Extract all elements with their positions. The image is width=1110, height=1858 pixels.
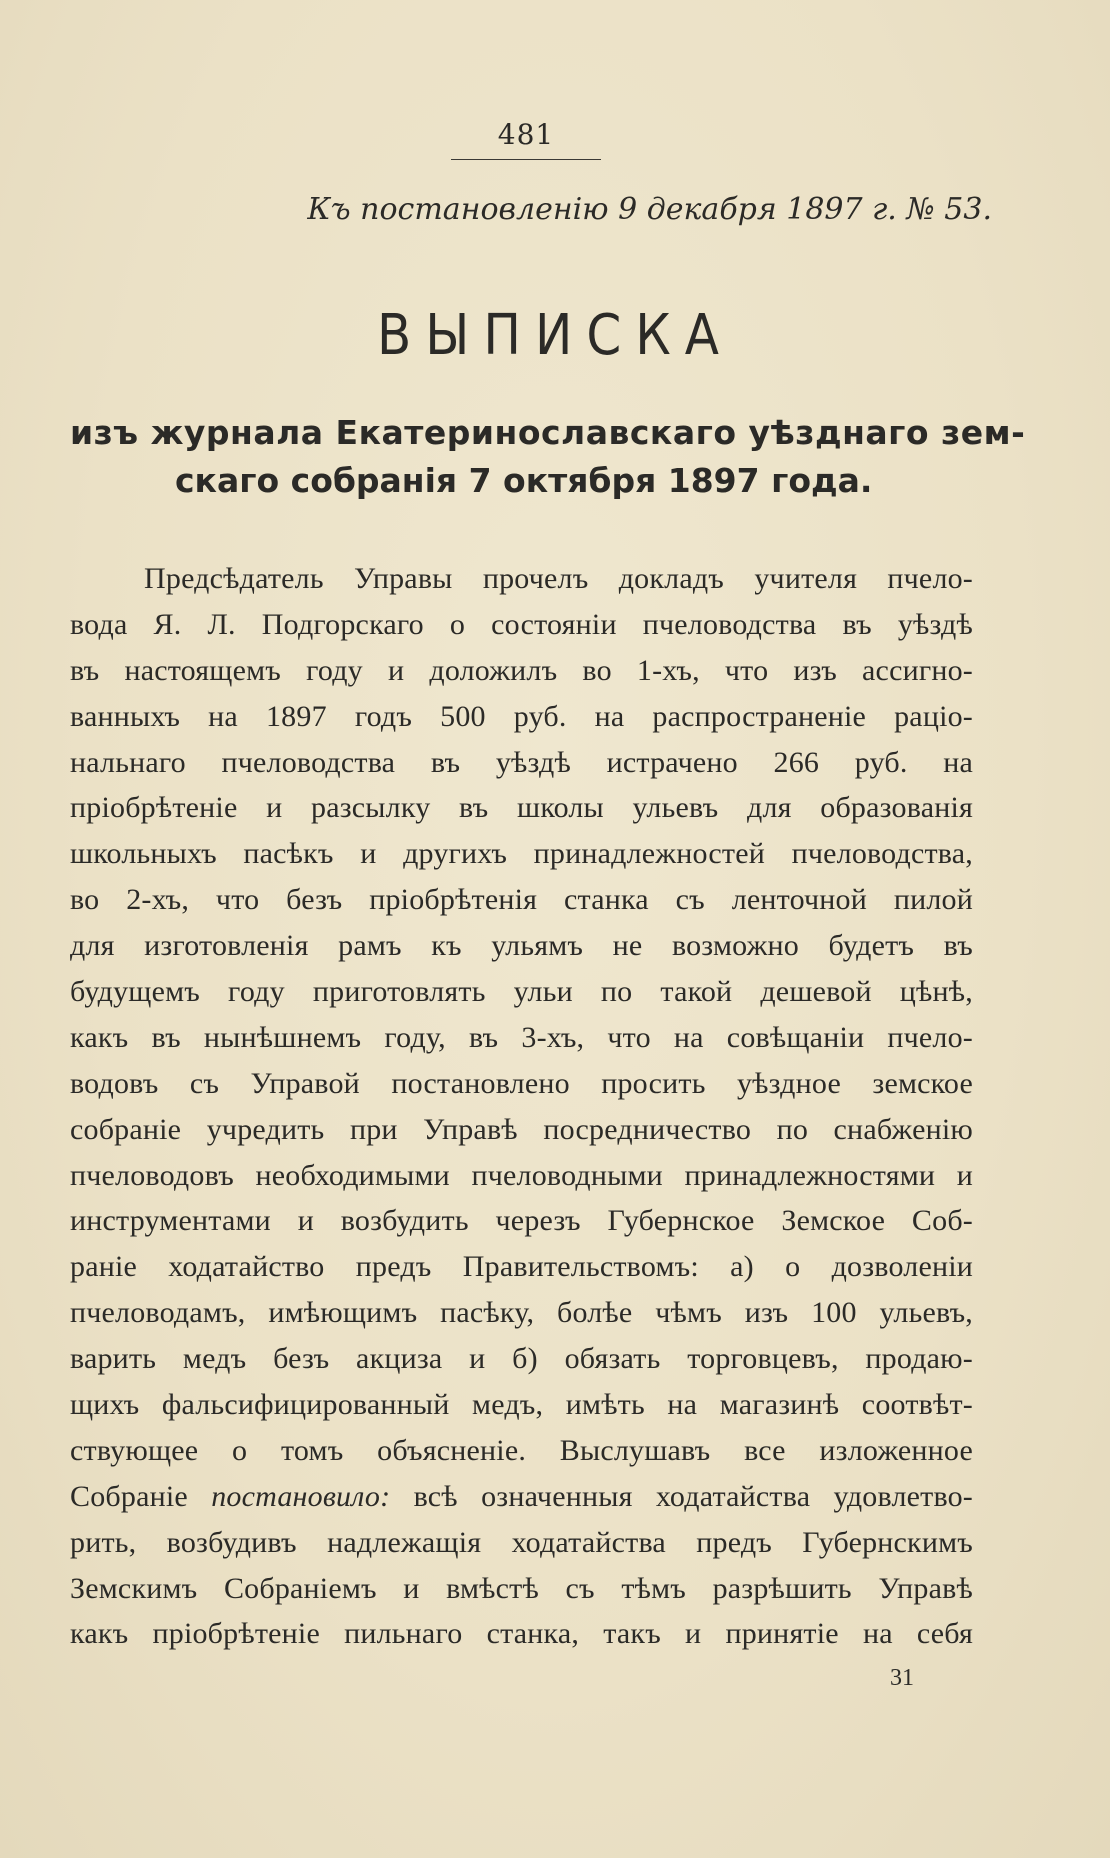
body-line-with-emphasis xyxy=(70,1474,973,1520)
body-text xyxy=(70,556,973,1657)
body-line: водовъ съ Управой постановлено просить уѣздное земское xyxy=(70,1066,973,1100)
body-line: вода Я. Л. Подгорскаго о состояніи пчеловодства въ уѣздѣ xyxy=(70,607,973,641)
body-line: нальнаго пчеловодства въ уѣздѣ истрачено 266 руб. на xyxy=(70,745,973,779)
body-line: школьныхъ пасѣкъ и другихъ принадлежностей пчеловодства, xyxy=(70,837,973,871)
body-line: пчеловодовъ необходимыми пчеловодными принадлежностями и xyxy=(70,1158,973,1192)
document-title: ВЫПИСКА xyxy=(376,302,734,368)
page-number-rule xyxy=(451,159,601,160)
body-line: собраніе учредить при Управѣ посредничество по снабженію xyxy=(70,1112,973,1146)
body-line: рить, возбудивъ надлежащія ходатайства предъ Губернскимъ xyxy=(70,1525,973,1559)
body-line: во 2-хъ, что безъ пріобрѣтенія станка съ ленточной пилой xyxy=(70,883,973,917)
body-line: щихъ фальсифицированный медъ, имѣть на магазинѣ соотвѣт- xyxy=(70,1388,973,1422)
body-line: для изготовленія рамъ къ ульямъ не возможно будетъ въ xyxy=(70,929,973,963)
subtitle-line: изъ журнала Екатеринославскаго уѣзднаго зем- xyxy=(70,413,1026,452)
body-line: въ настоящемъ году и доложилъ во 1-хъ, что изъ ассигно- xyxy=(70,653,973,687)
body-line: какъ въ нынѣшнемъ году, въ 3-хъ, что на совѣщаніи пчело- xyxy=(70,1020,973,1054)
page-number: 481 xyxy=(497,118,555,151)
body-line: инструментами и возбудить черезъ Губернское Земское Соб- xyxy=(70,1204,973,1238)
body-line: раніе ходатайство предъ Правительствомъ: а) о дозволеніи xyxy=(70,1250,973,1284)
body-line: варить медъ безъ акциза и б) обязать торговцевъ, продаю- xyxy=(70,1342,973,1376)
body-line: пчеловодамъ, имѣющимъ пасѣку, болѣе чѣмъ изъ 100 ульевъ, xyxy=(70,1296,973,1330)
body-line: будущемъ году приготовлять ульи по такой дешевой цѣнѣ, xyxy=(70,975,973,1009)
signature-mark: 31 xyxy=(890,1665,914,1691)
body-line: Предсѣдатель Управы прочелъ докладъ учителя пчело- xyxy=(144,562,973,595)
subtitle-line: скаго собранія 7 октября 1897 года. xyxy=(175,461,873,500)
body-line: пріобрѣтеніе и разсылку въ школы ульевъ для образованія xyxy=(70,791,973,825)
body-line: ванныхъ на 1897 годъ 500 руб. на распространеніе раціо- xyxy=(70,699,973,733)
body-line-part: Собраніе xyxy=(70,1479,188,1513)
body-line: Земскимъ Собраніемъ и вмѣстѣ съ тѣмъ разрѣшить Управѣ xyxy=(70,1571,973,1605)
body-line: какъ пріобрѣтеніе пильнаго станка, такъ и принятіе на себя xyxy=(70,1617,973,1651)
document-subtitle xyxy=(70,409,1026,505)
body-line: ствующее о томъ объясненіе. Выслушавъ все изложенное xyxy=(70,1433,973,1467)
resolution-keyword: постановило: xyxy=(211,1479,391,1513)
resolution-reference: Къ постановленію 9 декабря 1897 г. № 53. xyxy=(307,192,992,227)
body-line-part: всѣ означенныя ходатайства удовлетво- xyxy=(413,1479,973,1513)
